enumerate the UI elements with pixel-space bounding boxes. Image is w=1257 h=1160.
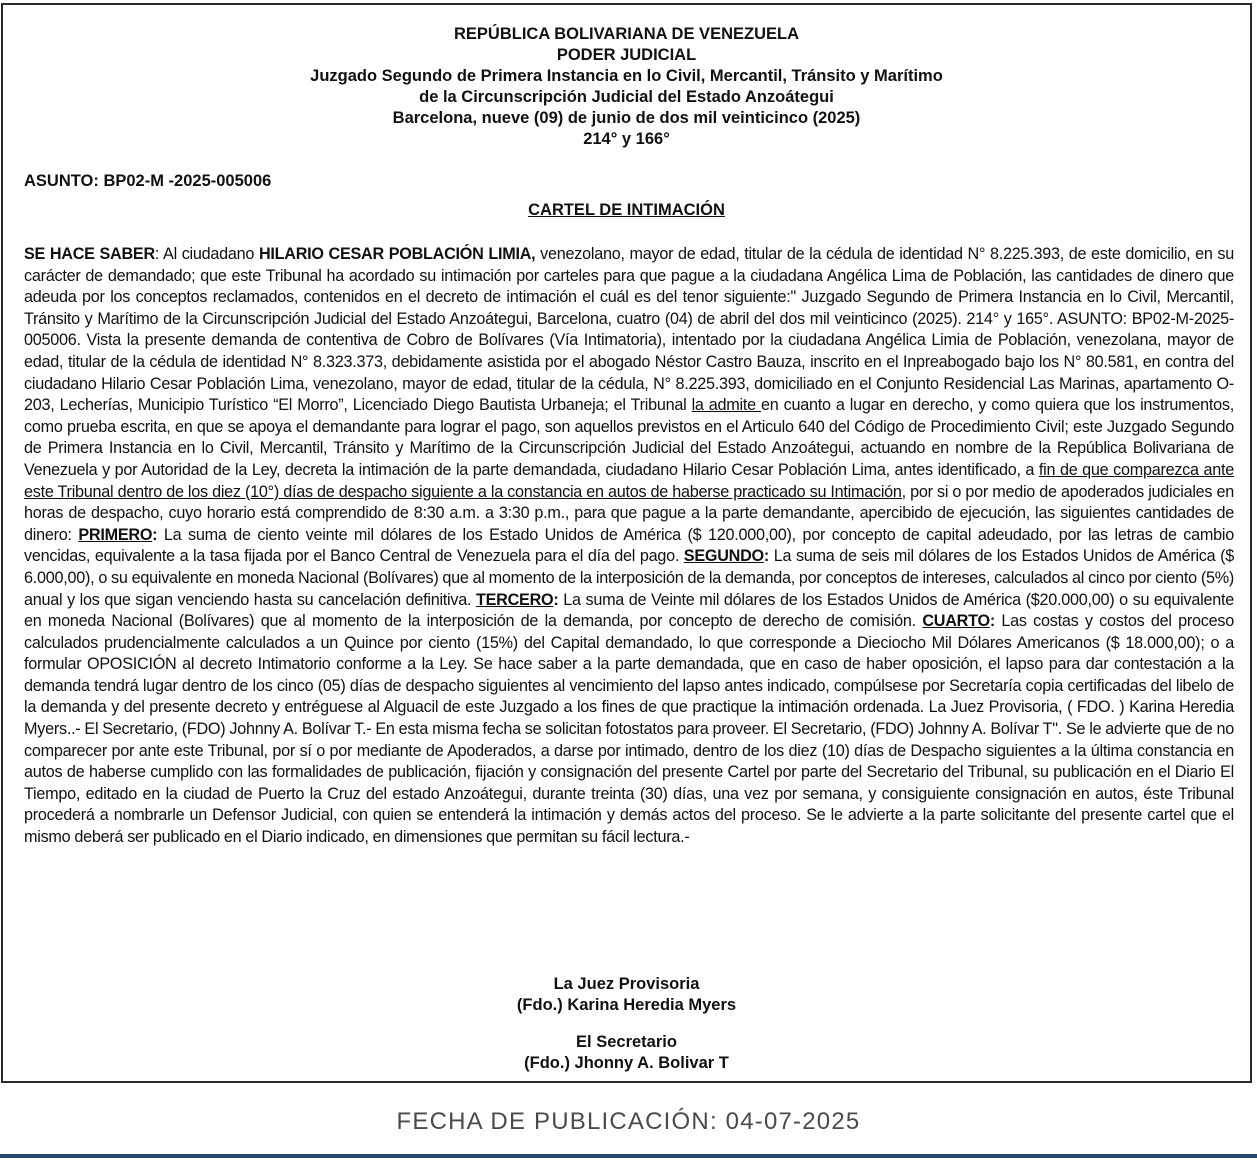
body-text-4: por si o por medio de apoderados judiciales en horas de despacho, cuyo horario está comprendido de 8:30 a.m. a 3:30 p.m., para que pague a la parte demandante, apercibido de ejecución, las siguientes cantidades de dinero: <box>24 482 1234 544</box>
defendant-name: HILARIO CESAR POBLACIÓN LIMIA, <box>258 245 536 263</box>
clause-segundo-colon: : <box>763 547 770 566</box>
header-years: 214° y 166° <box>583 130 670 148</box>
body-text-2: venezolano, mayor de edad, titular de la cédula de identidad N° 8.225.393, de este domicilio, en su carácter de demandado; que este Tribunal ha acordado su intimación por carteles para que pague a la ciudadana Angélica Lima de Población, las cantidades de dinero que adeuda por los conceptos reclamados, contenidos en el decreto de intimación el cuál es del tenor siguiente:" Juzgado Segundo de Primera Instancia en lo Civil, Mercantil, Tránsito y Marítimo de la Circunscripción Judicial del Estado Anzoátegui, Barcelona, cuatro (04) de abril del dos mil veinticinco (2025). 214° y 165°. ASUNTO: BP02-M-2025-005006. Vista la presente demanda de contentiva de Cobro de Bolívares (Vía Intimatoria), intentado por la ciudadana Angélica Limia de Población, venezolana, mayor de edad, titular de la cédula de identidad N° 8.323.373, debidamente asistida por el abogado Néstor Castro Bauza, inscrito en el Inpreabogado bajo los N° 80.581, en contra del ciudadano Hilario Cesar Población Lima, venezolano, mayor de edad, titular de la cédula, N° 8.225.393, domiciliado en el Conjunto Residencial Las Marinas, apartamento O-203, Lecherías, Municipio Turístico “El Morro”, Licenciado Diego Bautista Urbaneja; el Tribunal <box>24 245 1234 415</box>
judge-title: La Juez Provisoria <box>553 975 700 993</box>
body-text-1: : Al ciudadano <box>154 245 259 263</box>
secretary-title: El Secretario <box>576 1033 677 1051</box>
body-text-7: La suma de Veinte mil dólares de los Estados Unidos de América ($20.000,00) o su equivalente en moneda Nacional (Bolívares) que al momento de la interposición de la demanda, por concepto de derecho de comisión. <box>24 590 1234 631</box>
body-text-3: en cuanto a lugar en derecho, y como quiera que los instrumentos, como prueba escrita, en que se apoya el demandante para lograr el pago, son aquellos previstos en el Articulo 640 del Código de Procedimiento Civil; este Juzgado Segundo de Primera Instancia en lo Civil, Mercantil, Tránsito y Marítimo de la Circunscripción Judicial del Estado Anzoátegui, actuando en nombre de la República Bolivariana de Venezuela y por Autoridad de la Ley, decreta la intimación de la parte demandada, ciudadano Hilario Cesar Población Lima, antes identificado, a <box>24 396 1234 479</box>
header-judicial-power: PODER JUDICIAL <box>556 46 697 64</box>
bottom-rule <box>0 1154 1257 1158</box>
header-circumscription: de la Circunscripción Judicial del Estado Anzoátegui <box>419 88 834 106</box>
clause-tercero-colon: : <box>553 590 559 609</box>
judge-signature <box>3 974 1250 1016</box>
body-text-8: Las costas y costos del proceso calculados prudencialmente calculados a un Quince por ciento (15%) del Capital demandado, lo que corresponde a Dieciocho Mil Dólares Americanos ($ 18.000,00); o a formular OPOSICIÓN al decreto Intimatorio conforme a la Ley. Se hace saber a la parte demandada, que en caso de haber oposición, el lapso para dar contestación a la demanda tendrá lugar dentro de los cinco (05) días de despacho siguientes al vencimiento del lapso antes indicado, compúlsese por Secretaría copia certificadas del libelo de la demanda y del presente decreto y entréguese al Alguacil de este Juzgado a los fines de que practique la intimación ordenada. La Juez Provisoria, ( FDO. ) Karina Heredia Myers..- El Secretario, (FDO) Johnny A. Bolívar T.- En esta misma fecha se solicitan fotostatos para proveer. El Secretario, (FDO) Johnny A. Bolívar T". Se le advierte que de no comparecer por ante este Tribunal, por sí o por mediante de Apoderados, a darse por intimado, dentro de los diez (10) días de Despacho siguientes a la última constancia en autos de haberse cumplido con las formalidades de publicación, fijación y consignación del presente Cartel por parte del Secretario del Tribunal, su publicación en el Diario El Tiempo, editado en la ciudad de Puerto la Cruz del estado Anzoátegui, durante treinta (30) días, una vez por semana, y consiguiente consignación en autos, éste Tribunal procederá a nombrarle un Defensor Judicial, con quien se entenderá la intimación y demás actos del proceso. Se le advierte a la parte solicitante del presente cartel que el mismo deberá ser publicado en el Diario indicado, en dimensiones que permitan su fácil lectura.- <box>24 612 1234 847</box>
clause-tercero: TERCERO <box>475 590 554 609</box>
case-number: ASUNTO: BP02-M -2025-005006 <box>24 172 272 190</box>
notice-body <box>24 244 1234 849</box>
header-date: Barcelona, nueve (09) de junio de dos mil veinticinco (2025) <box>392 109 861 127</box>
secretary-signature <box>3 1032 1250 1074</box>
judge-name: (Fdo.) Karina Heredia Myers <box>516 996 737 1014</box>
clause-primero: PRIMERO <box>78 525 153 544</box>
clause-segundo: SEGUNDO <box>683 547 764 566</box>
header-court: Juzgado Segundo de Primera Instancia en lo Civil, Mercantil, Tránsito y Marítimo <box>310 67 943 85</box>
body-underlined-1: la admite <box>691 396 762 415</box>
notice-frame <box>1 3 1252 1083</box>
document-header <box>3 24 1250 150</box>
body-text-6: La suma de seis mil dólares de los Estados Unidos de América ($ 6.000,00), o su equivalente en moneda Nacional (Bolívares) que al momento de la interposición de la demanda, por conceptos de intereses, calculados al cinco por ciento (5%) anual y los que sigan venciendo hasta su cancelación definitiva. <box>24 547 1234 609</box>
body-underlined-2: fin de que comparezca ante este Tribunal dentro de los diez (10°) días de despacho siguiente a la constancia en autos de haberse practicado su Intimación, <box>24 460 1234 501</box>
clause-cuarto-colon: : <box>989 612 995 631</box>
body-text-5: La suma de ciento veinte mil dólares de los Estado Unidos de América ($ 120.000,00), por concepto de capital adeudado, por las letras de cambio vencidas, equivalente a la tasa fijada por el Banco Central de Venezuela para el día del pago. <box>24 525 1234 566</box>
header-republic: REPÚBLICA BOLIVARIANA DE VENEZUELA <box>454 25 799 43</box>
clause-primero-colon: : <box>152 525 158 544</box>
document-title: CARTEL DE INTIMACIÓN <box>528 201 725 219</box>
secretary-name: (Fdo.) Jhonny A. Bolivar T <box>524 1054 729 1072</box>
clause-cuarto: CUARTO <box>922 612 990 631</box>
body-lead: SE HACE SABER <box>24 245 155 263</box>
publication-date: FECHA DE PUBLICACIÓN: 04-07-2025 <box>396 1108 861 1135</box>
